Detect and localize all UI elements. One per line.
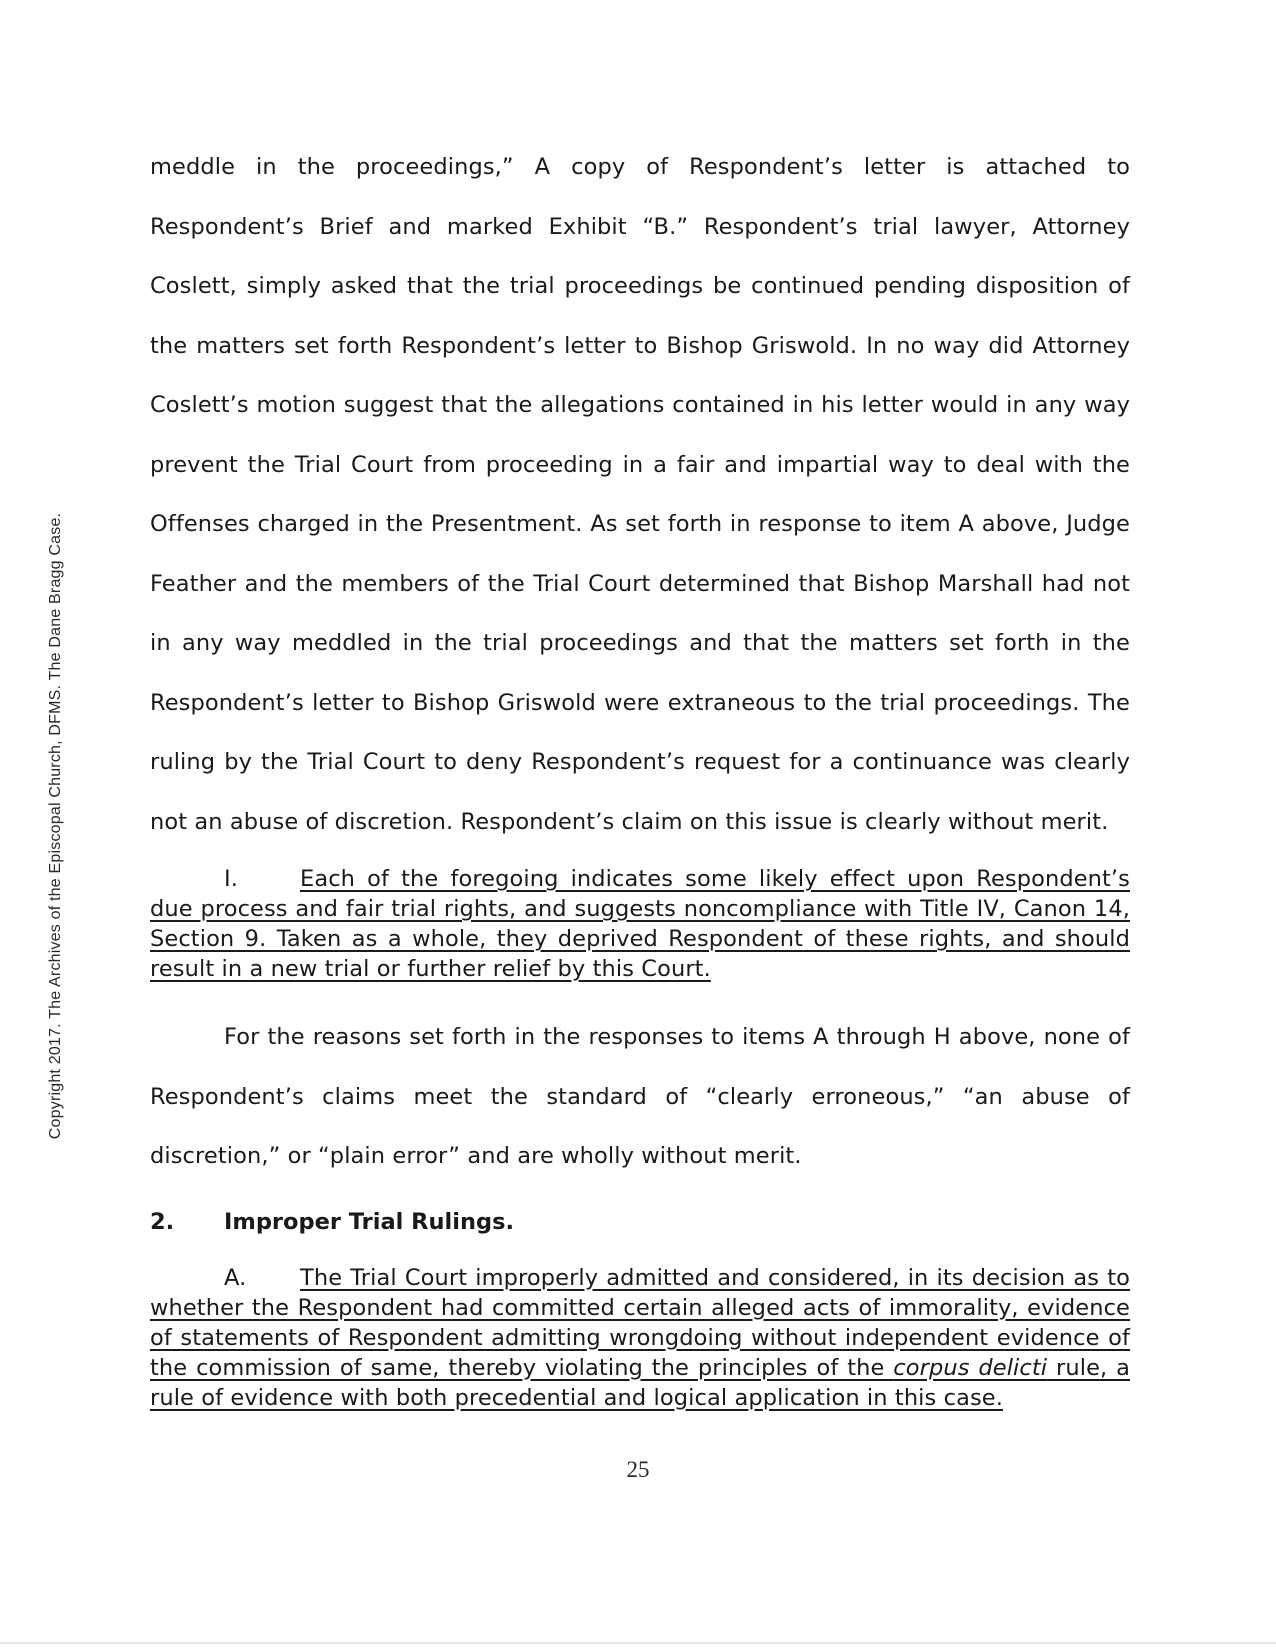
item-i-marker: I. xyxy=(224,866,238,892)
item-a-italic-term: corpus delicti xyxy=(893,1354,1048,1381)
page-number: 25 xyxy=(626,1457,650,1482)
section-number: 2. xyxy=(150,1208,175,1235)
copyright-notice: Copyright 2017. The Archives of the Episcopal Church, DFMS. The Dane Bragg Case. xyxy=(47,512,64,1140)
paragraph-continuance-ruling: meddle in the proceedings,” A copy of Respondent’s letter is attached to Respondent’s Brief and marked Exhibit “B.” Respondent’s trial lawyer, Attorney Coslett, simply asked that the trial proceedings be continued pending disposition of the matters set forth Respondent’s letter to Bishop Griswold. In no way did Attorney Coslett’s motion suggest that the allegations contained in his letter would in any way prevent the Trial Court from proceeding in a fair and impartial way to deal with the Offenses charged in the Presentment. As set forth in response to item A above, Judge Feather and the members of the Trial Court determined that Bishop Marshall had not in any way meddled in the trial proceedings and that the matters set forth in the Respondent’s letter to Bishop Griswold were extraneous to the trial proceedings. The ruling by the Trial Court to deny Respondent’s request for a continuance was clearly not an abuse of discretion. Respondent’s claim on this issue is clearly without merit. xyxy=(150,154,1130,835)
section-title: Improper Trial Rulings. xyxy=(224,1208,515,1235)
section-heading xyxy=(150,1205,1130,1239)
item-i-text: Each of the foregoing indicates some likely effect upon Respondent’s due process and fair trial rights, and suggests noncompliance with Title IV, Canon 14, Section 9. Taken as a whole, they deprived Respondent of these rights, and should result in a new trial or further relief by this Court. xyxy=(150,866,1130,982)
item-a-block xyxy=(150,1263,1130,1413)
item-a-text-after: rule, a rule of evidence with both precedential and logical application in this case. xyxy=(150,1354,1130,1411)
item-a-marker: A. xyxy=(224,1264,247,1291)
paragraph-summary: For the reasons set forth in the responses to items A through H above, none of Respondent’s claims meet the standard of “clearly erroneous,” “an abuse of discretion,” or “plain error” and are wholly without merit. xyxy=(150,1024,1130,1169)
page-bottom-rule xyxy=(0,1642,1276,1644)
item-a-text-before: The Trial Court improperly admitted and considered, in its decision as to whether the Respondent had committed certain alleged acts of immorality, evidence of statements of Respondent admitting wrongdoing without independent evidence of the commission of same, thereby violating the principles of the xyxy=(150,1264,1130,1381)
page-body xyxy=(150,138,1130,1413)
item-i-block xyxy=(150,864,1130,984)
